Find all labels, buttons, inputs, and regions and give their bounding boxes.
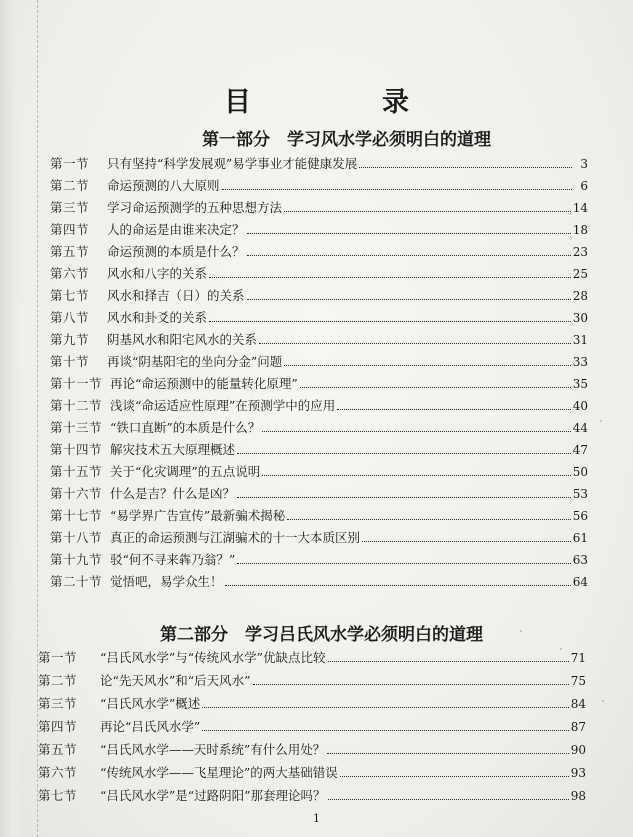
toc-entry-title: 解灾技术五大原理概述 — [110, 442, 236, 457]
toc-entry-title: 命运预测的八大原则 — [107, 178, 220, 193]
dot-leader — [328, 799, 569, 800]
toc-entry — [50, 308, 588, 330]
toc-entry-title: “吕氏风水学——天时系统”有什么用处？ — [100, 742, 326, 757]
toc-page-number: 71 — [570, 651, 586, 665]
toc-section-label: 第二十节 — [50, 574, 103, 589]
toc-entry — [50, 176, 588, 198]
dot-leader — [287, 519, 570, 520]
toc-section-label: 第二节 — [38, 673, 78, 688]
scan-speck — [602, 700, 604, 702]
toc-section-label: 第五节 — [50, 244, 90, 259]
toc-section-label: 第四节 — [50, 222, 90, 237]
toc-section-label: 第十八节 — [50, 530, 103, 545]
toc-entry-title: 只有坚持“科学发展观”易学事业才能健康发展 — [107, 156, 358, 171]
toc-entry — [50, 352, 588, 374]
toc-entry-title: 再论“命运预测中的能量转化原理” — [110, 376, 298, 391]
toc-section-label: 第五节 — [38, 742, 78, 757]
toc-page-number: 98 — [570, 789, 586, 803]
toc-page-number: 35 — [572, 377, 588, 391]
dot-leader — [247, 233, 571, 234]
toc-page-number: 84 — [570, 697, 586, 711]
toc-entry — [50, 220, 588, 242]
dot-leader — [337, 409, 570, 410]
toc-page-number: 44 — [572, 421, 588, 435]
scan-speck — [560, 648, 562, 650]
toc-page-number: 50 — [572, 465, 588, 479]
dot-leader — [262, 431, 570, 432]
toc-entry — [38, 786, 586, 809]
toc-section-label: 第十六节 — [50, 486, 103, 501]
toc-entry — [50, 396, 588, 418]
toc-entry — [50, 264, 588, 286]
toc-entry-title: 驳“何不寻来犇乃翁？” — [110, 552, 236, 567]
toc-entry-title: “传统风水学——飞星理论”的两大基础错误 — [100, 765, 338, 780]
toc-page-number: 23 — [572, 245, 588, 259]
toc-entry-title: 真正的命运预测与江湖骗术的十一大本质区别 — [110, 530, 361, 545]
dot-leader — [247, 299, 571, 300]
toc-section-label: 第三节 — [50, 200, 90, 215]
toc-page-number: 30 — [572, 311, 588, 325]
toc-section-label: 第八节 — [50, 310, 90, 325]
toc-section-label: 第九节 — [50, 332, 90, 347]
toc-entry — [38, 740, 586, 763]
part-1-heading: 第一部分 学习风水学必须明白的道理 — [202, 130, 491, 150]
toc-entry-title: 人的命运是由谁来决定？ — [107, 222, 245, 237]
toc-page-number: 90 — [570, 743, 586, 757]
toc-entry — [50, 418, 588, 440]
toc-section-label: 第十五节 — [50, 464, 103, 479]
toc-page-number: 87 — [570, 720, 586, 734]
dot-leader — [340, 776, 569, 777]
toc-entry-title: 风水和择吉（日）的关系 — [107, 288, 245, 303]
toc-entry — [50, 198, 588, 220]
part-2-toc-list — [38, 648, 586, 809]
toc-entry-title: 风水和卦爻的关系 — [107, 310, 208, 325]
dot-leader — [328, 661, 569, 662]
toc-entry — [38, 671, 586, 694]
toc-section-label: 第四节 — [38, 719, 78, 734]
toc-entry — [50, 286, 588, 308]
dot-leader — [300, 387, 571, 388]
toc-entry — [38, 763, 586, 786]
dot-leader — [202, 707, 568, 708]
toc-section-label: 第十四节 — [50, 442, 103, 457]
toc-section-label: 第十一节 — [50, 376, 103, 391]
toc-entry-title: 觉悟吧，易学众生！ — [110, 574, 223, 589]
toc-page-number: 56 — [572, 509, 588, 523]
toc-section-label: 第十七节 — [50, 508, 103, 523]
dot-leader — [284, 365, 570, 366]
dot-leader — [237, 563, 570, 564]
toc-section-label: 第六节 — [38, 765, 78, 780]
toc-entry-title: “吕氏风水学”是“过路阴阳”那套理论吗？ — [100, 788, 326, 803]
toc-entry — [50, 154, 588, 176]
scan-speck — [520, 630, 522, 632]
toc-entry-title: 关于“化灾调理”的五点说明 — [110, 464, 261, 479]
toc-entry — [50, 506, 588, 528]
toc-entry — [50, 572, 588, 594]
dot-leader — [362, 541, 571, 542]
toc-section-label: 第七节 — [50, 288, 90, 303]
part-1-toc-list — [50, 154, 588, 594]
toc-page-number: 75 — [570, 674, 586, 688]
toc-section-label: 第十二节 — [50, 398, 103, 413]
toc-entry-title: “铁口直断”的本质是什么？ — [110, 420, 261, 435]
dot-leader — [209, 321, 571, 322]
dot-leader — [253, 684, 569, 685]
toc-section-label: 第三节 — [38, 696, 78, 711]
toc-page-number: 61 — [572, 531, 588, 545]
toc-entry — [50, 550, 588, 572]
toc-page-number: 3 — [580, 157, 588, 171]
toc-section-label: 第一节 — [50, 156, 90, 171]
toc-page-number: 47 — [572, 443, 588, 457]
page-title: 目 录 — [224, 87, 461, 118]
toc-section-label: 第十三节 — [50, 420, 103, 435]
toc-section-label: 第二节 — [50, 178, 90, 193]
toc-entry-title: 什么是吉？什么是凶？ — [110, 486, 236, 501]
dot-leader — [247, 255, 571, 256]
dot-leader — [262, 475, 570, 476]
toc-section-label: 第六节 — [50, 266, 90, 281]
part-2-heading: 第二部分 学习吕氏风水学必须明白的道理 — [160, 625, 483, 645]
toc-entry-title: 再谈“阴基阳宅的坐向分金”问题 — [107, 354, 283, 369]
toc-section-label: 第十节 — [50, 354, 90, 369]
toc-entry-title: “吕氏风水学”与“传统风水学”优缺点比较 — [100, 650, 326, 665]
toc-page-number: 6 — [580, 179, 588, 193]
toc-page-number: 93 — [570, 766, 586, 780]
toc-page-number: 64 — [572, 575, 588, 589]
dot-leader — [237, 453, 571, 454]
toc-entry — [50, 242, 588, 264]
toc-page-number: 18 — [572, 223, 588, 237]
scan-speck — [600, 420, 602, 422]
toc-entry-title: 论“先天风水”和“后天风水” — [100, 673, 251, 688]
toc-entry — [38, 648, 586, 671]
toc-entry — [38, 694, 586, 717]
toc-section-label: 第一节 — [38, 650, 78, 665]
dot-leader — [202, 730, 568, 731]
toc-page-number: 31 — [572, 333, 588, 347]
dot-leader — [359, 167, 572, 168]
dot-leader — [327, 753, 568, 754]
toc-page-number: 28 — [572, 289, 588, 303]
toc-entry-title: “吕氏风水学”概述 — [100, 696, 201, 711]
dot-leader — [259, 343, 571, 344]
dot-leader — [237, 497, 571, 498]
toc-entry-title: 浅谈“命运适应性原理”在预测学中的应用 — [110, 398, 336, 413]
page-number: 1 — [313, 812, 320, 825]
toc-entry — [50, 528, 588, 550]
dot-leader — [225, 585, 571, 586]
toc-page-number: 33 — [572, 355, 588, 369]
toc-entry — [50, 440, 588, 462]
toc-entry-title: 命运预测的本质是什么？ — [107, 244, 245, 259]
toc-entry-title: 阴基风水和阳宅风水的关系 — [107, 332, 258, 347]
toc-section-label: 第七节 — [38, 788, 78, 803]
toc-page-number: 63 — [572, 553, 588, 567]
toc-entry — [50, 484, 588, 506]
toc-entry-title: 学习命运预测学的五种思想方法 — [107, 200, 283, 215]
toc-section-label: 第十九节 — [50, 552, 103, 567]
toc-page-number: 25 — [572, 267, 588, 281]
toc-entry — [50, 330, 588, 352]
toc-entry-title: “易学界广告宣传”最新骗术揭秘 — [110, 508, 286, 523]
dot-leader — [222, 189, 572, 190]
toc-entry — [50, 462, 588, 484]
toc-page-number: 53 — [572, 487, 588, 501]
toc-entry — [38, 717, 586, 740]
toc-page-number: 14 — [572, 201, 588, 215]
dot-leader — [284, 211, 571, 212]
toc-entry-title: 再论“吕氏风水学” — [100, 719, 201, 734]
toc-page-number: 40 — [572, 399, 588, 413]
dot-leader — [209, 277, 571, 278]
toc-entry — [50, 374, 588, 396]
toc-entry-title: 风水和八字的关系 — [107, 266, 208, 281]
